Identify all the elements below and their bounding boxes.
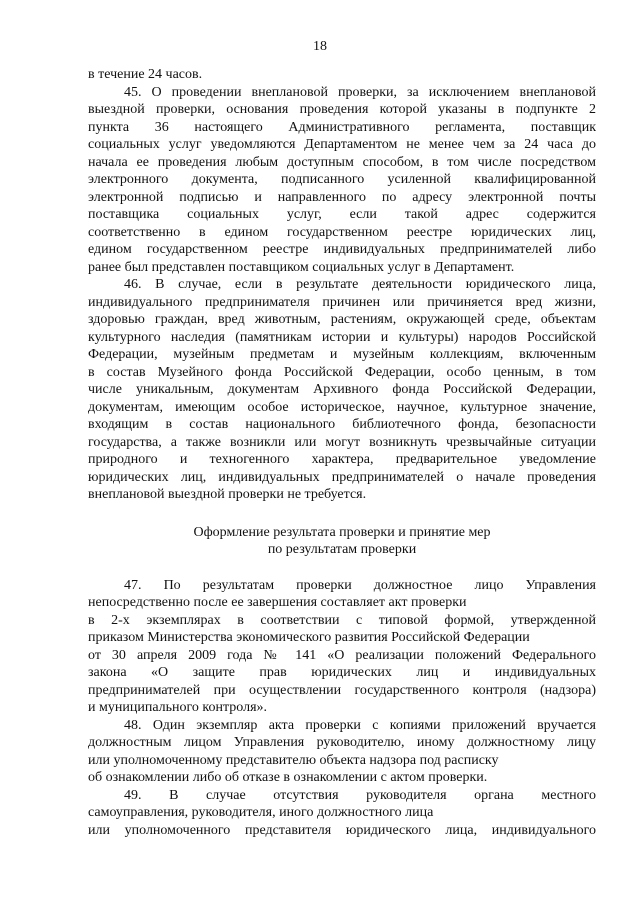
text-line: природного и техногенного характера, предварительное уведомление <box>88 452 596 467</box>
text-line: об ознакомлении либо об отказе в ознакомлении с актом проверки. <box>88 770 488 785</box>
text-line: или уполномоченному представителю объекта надзора под расписку <box>88 752 499 768</box>
text-line: соответственно в едином государственном реестре юридических лиц, <box>88 224 596 240</box>
text-line: Федерации, музейным предметам и музейным коллекциям, включенным <box>88 347 596 362</box>
text-line: в состав Музейного фонда Российской Федерации, особо ценным, в том <box>88 364 596 380</box>
text-line: самоуправления, руководителя, иного должностного лица <box>88 805 434 820</box>
text-line: предпринимателей при осуществлении государственного контроля (надзора) <box>88 682 596 698</box>
text-line: 45. О проведении внеплановой проверки, за исключением внеплановой <box>124 84 596 100</box>
text-line: должностным лицом Управления руководителю, иному должностному лицу <box>88 735 596 750</box>
text-line: 47. По результатам проверки должностное лицо Управления <box>124 577 596 593</box>
text-line: или уполномоченного представителя юридического лица, индивидуального <box>88 822 596 838</box>
text-line: в течение 24 часов. <box>88 67 203 82</box>
text-line: 48. Один экземпляр акта проверки с копиями приложений вручается <box>124 717 596 733</box>
section-heading-line-2: по результатам проверки <box>267 542 417 557</box>
text-line: индивидуального предпринимателя причинен или причиняется вред жизни, <box>88 294 596 310</box>
text-line: поставщика социальных услуг, если такой адрес содержится <box>88 207 596 222</box>
text-line: от 30 апреля 2009 года № 141 «О реализации положений Федерального <box>88 647 596 663</box>
text-line: социальных услуг уведомляются Департаментом не менее чем за 24 часа до <box>88 137 596 152</box>
text-line: приказом Министерства экономического развития Российской Федерации <box>88 630 530 645</box>
document-body <box>88 66 596 839</box>
text-line: входящим в состав национального библиотечного фонда, безопасности <box>88 417 596 432</box>
text-line: 46. В случае, если в результате деятельности юридического лица, <box>124 277 596 292</box>
text-line: едином государственном реестре индивидуальных предпринимателей либо <box>88 242 596 257</box>
text-line: начала ее проведения любым доступным способом, в том числе посредством <box>88 154 596 170</box>
text-line: государства, а также возникли или могут возникнуть чрезвычайные ситуации <box>88 434 596 450</box>
text-line: и муниципального контроля». <box>88 700 268 715</box>
paragraphs-before-heading <box>88 66 596 504</box>
text-line: непосредственно после ее завершения составляет акт проверки <box>88 595 467 610</box>
page-number: 18 <box>313 39 327 54</box>
text-line: закона «О защите прав юридических лиц и индивидуальных <box>88 665 596 680</box>
text-line: здоровью граждан, вред животным, растениям, окружающей среде, объектам <box>88 312 596 327</box>
text-line: электронной подписью и направленного по адресу электронной почты <box>88 189 596 205</box>
section-heading-line-1: Оформление результата проверки и принятие мер <box>193 524 491 540</box>
text-line: в 2-х экземплярах в соответствии с типовой формой, утвержденной <box>88 612 596 628</box>
text-line: выездной проверки, основания проведения которой указаны в подпункте 2 <box>88 102 596 117</box>
text-line: документам, имеющим особое историческое, научное, культурное значение, <box>88 399 596 415</box>
text-line: юридических лиц, индивидуальных предпринимателей о начале проведения <box>88 469 596 485</box>
text-line: пункта 36 настоящего Административного регламента, поставщик <box>88 119 596 135</box>
text-line: электронного документа, подписанного усиленной квалифицированной <box>88 172 596 187</box>
section-heading <box>88 524 596 559</box>
text-line: числе уникальным, документам Архивного фонда Российской Федерации, <box>88 382 596 397</box>
paragraphs-after-heading <box>88 577 596 840</box>
text-line: культурного наследия (памятникам истории и культуры) народов Российской <box>88 329 596 345</box>
text-line: ранее был представлен поставщиком социальных услуг в Департамент. <box>88 259 515 275</box>
text-line: 49. В случае отсутствия руководителя органа местного <box>124 787 596 803</box>
text-line: внеплановой выездной проверки не требуется. <box>88 487 367 502</box>
